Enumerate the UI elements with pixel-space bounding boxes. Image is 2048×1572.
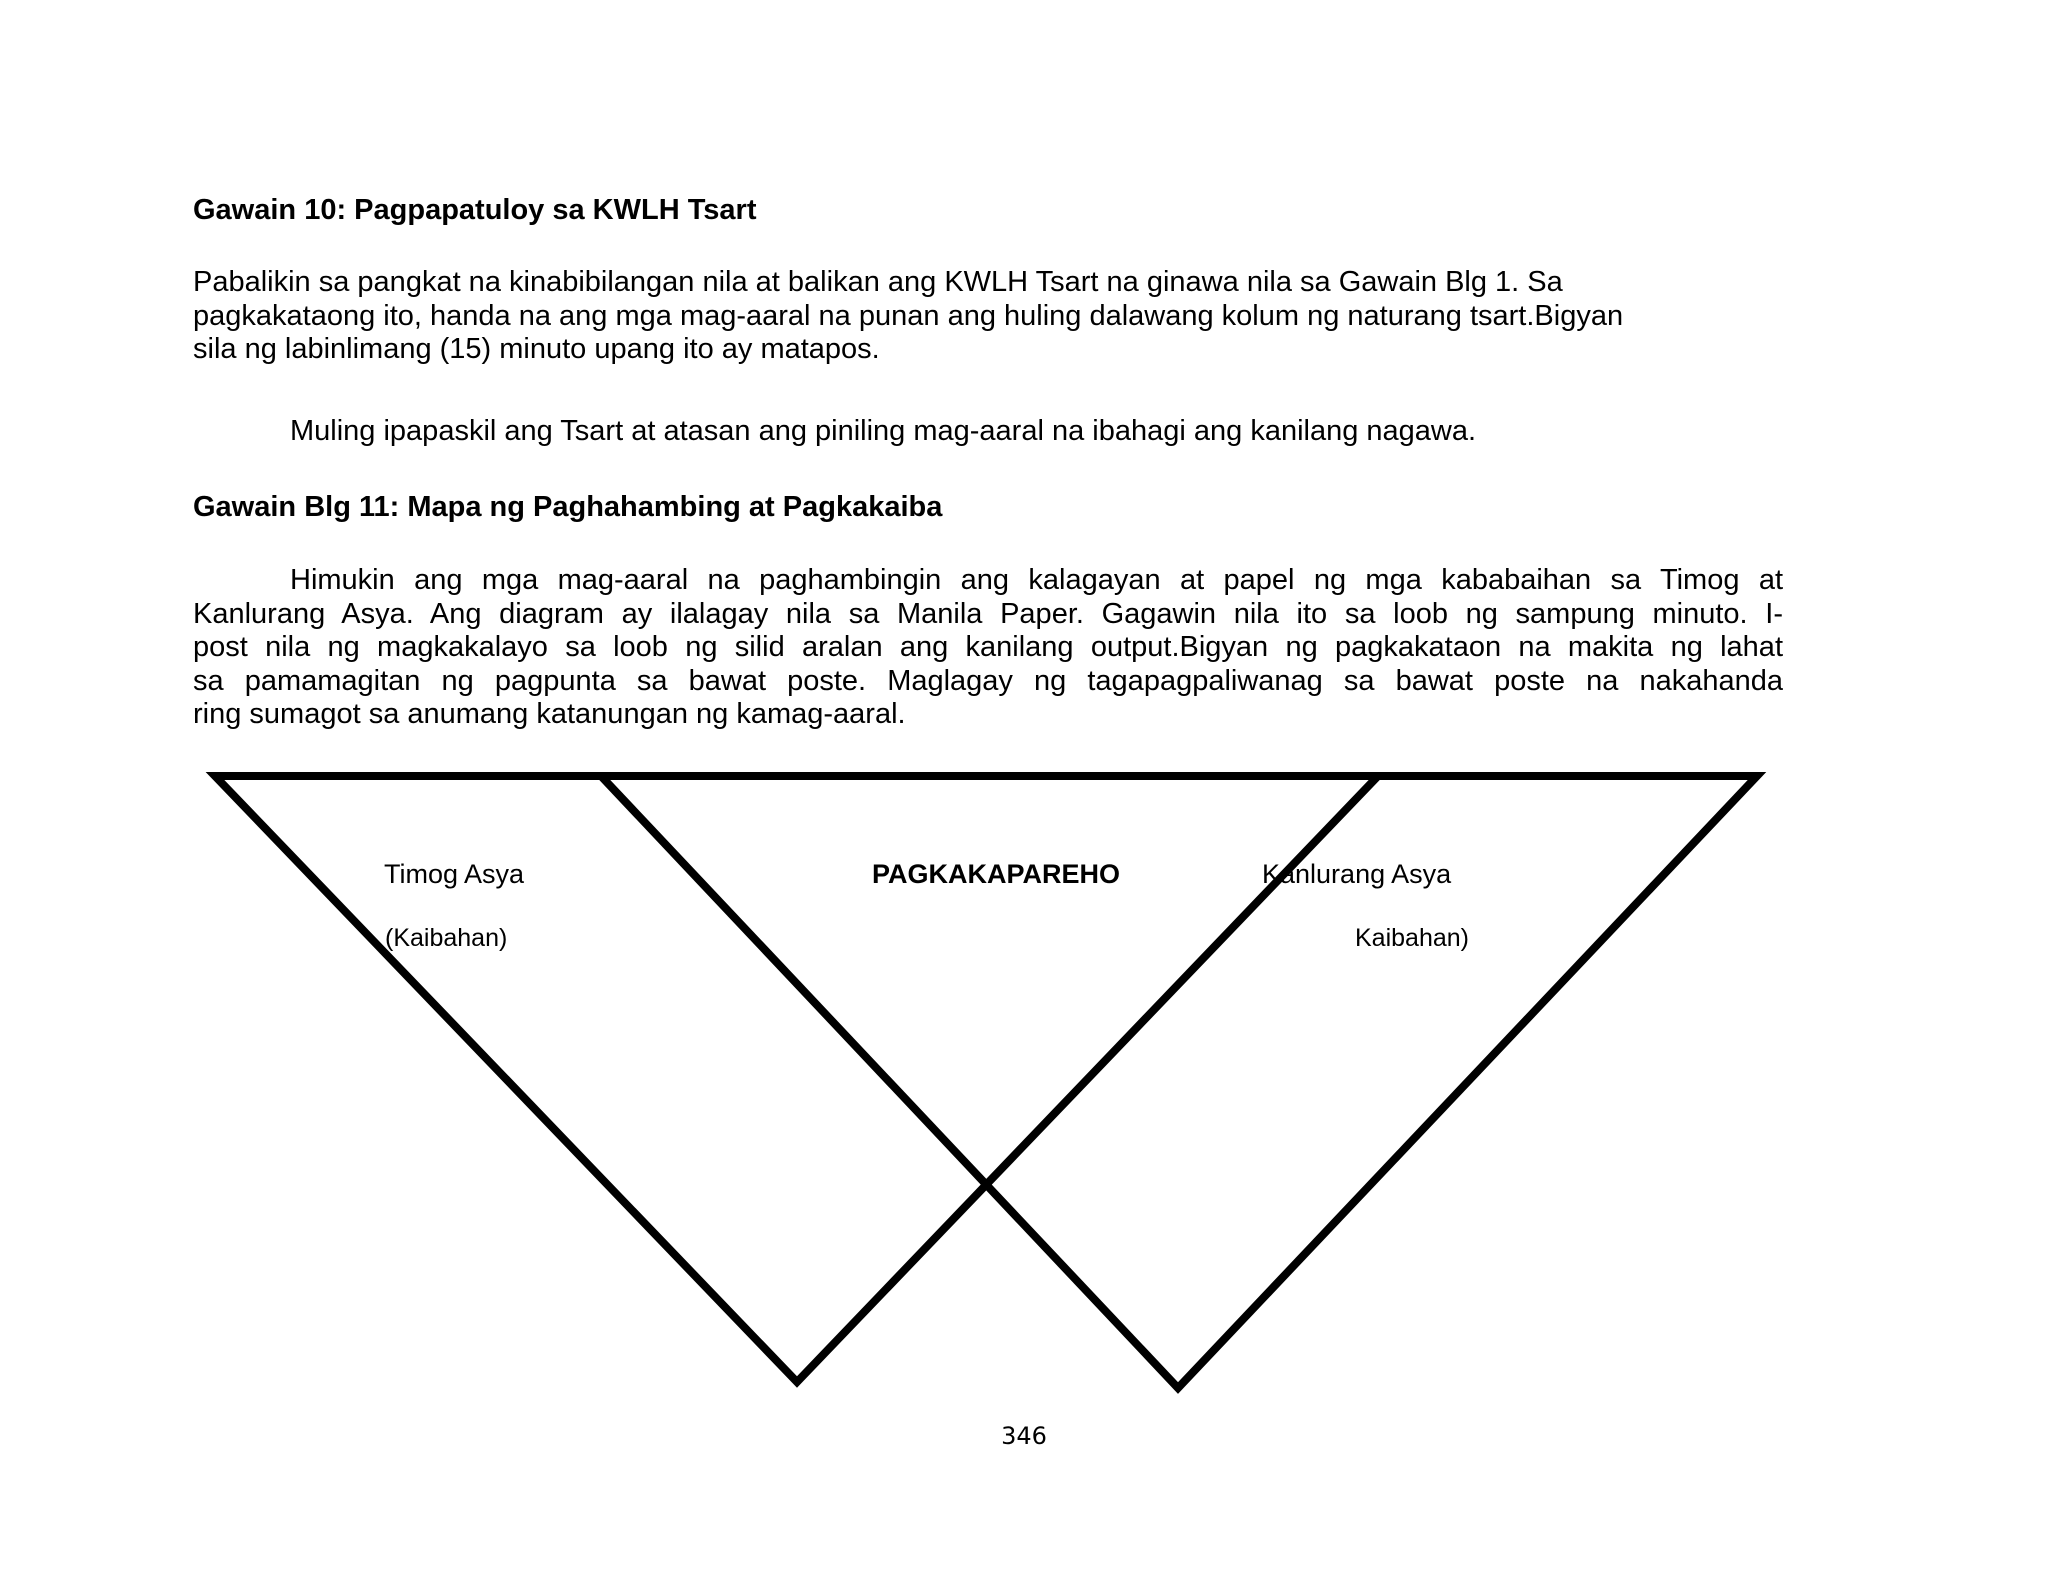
paragraph-line: sa pamamagitan ng pagpunta sa bawat poste. Maglagay ng tagapagpaliwanag sa bawat poste na nakahanda (193, 664, 1783, 697)
section-10-title: Gawain 10: Pagpapatuloy sa KWLH Tsart (193, 194, 757, 226)
right-kaibahan-label: Kaibahan) (1355, 924, 1469, 952)
page-number: 346 (1001, 1422, 1047, 1450)
pagkakapareho-label: PAGKAKAPAREHO (872, 859, 1121, 889)
paragraph-line: pagkakataong ito, handa na ang mga mag-aaral na punan ang huling dalawang kolum ng naturang tsart.Bigyan (193, 299, 1624, 332)
left-kaibahan-label: (Kaibahan) (385, 924, 508, 952)
timog-asya-label: Timog Asya (384, 859, 525, 889)
paragraph-line: Pabalikin sa pangkat na kinabibilangan nila at balikan ang KWLH Tsart na ginawa nila sa Gawain Blg 1. Sa (193, 266, 1563, 298)
right-triangle (601, 776, 1757, 1388)
paragraph-line: sila ng labinlimang (15) minuto upang ito ay matapos. (193, 333, 880, 365)
paragraph-line: ring sumagot sa anumang katanungan ng kamag-aaral. (193, 698, 906, 730)
paragraph-line: Himukin ang mga mag-aaral na paghambingin ang kalagayan at papel ng mga kababaihan sa Timog at (290, 564, 1783, 596)
kanlurang-asya-label: Kanlurang Asya (1262, 859, 1452, 889)
paragraph-line: post nila ng magkakalayo sa loob ng silid aralan ang kanilang output.Bigyan ng pagkakataon na makita ng lahat (193, 631, 1783, 663)
paragraph-line: Muling ipapaskil ang Tsart at atasan ang piniling mag-aaral na ibahagi ang kanilang nagawa. (290, 415, 1477, 447)
section-11-title: Gawain Blg 11: Mapa ng Paghahambing at Pagkakaiba (193, 491, 943, 523)
paragraph-line: Kanlurang Asya. Ang diagram ay ilalagay nila sa Manila Paper. Gagawin nila ito sa loob ng sampung minuto. I- (193, 597, 1783, 630)
